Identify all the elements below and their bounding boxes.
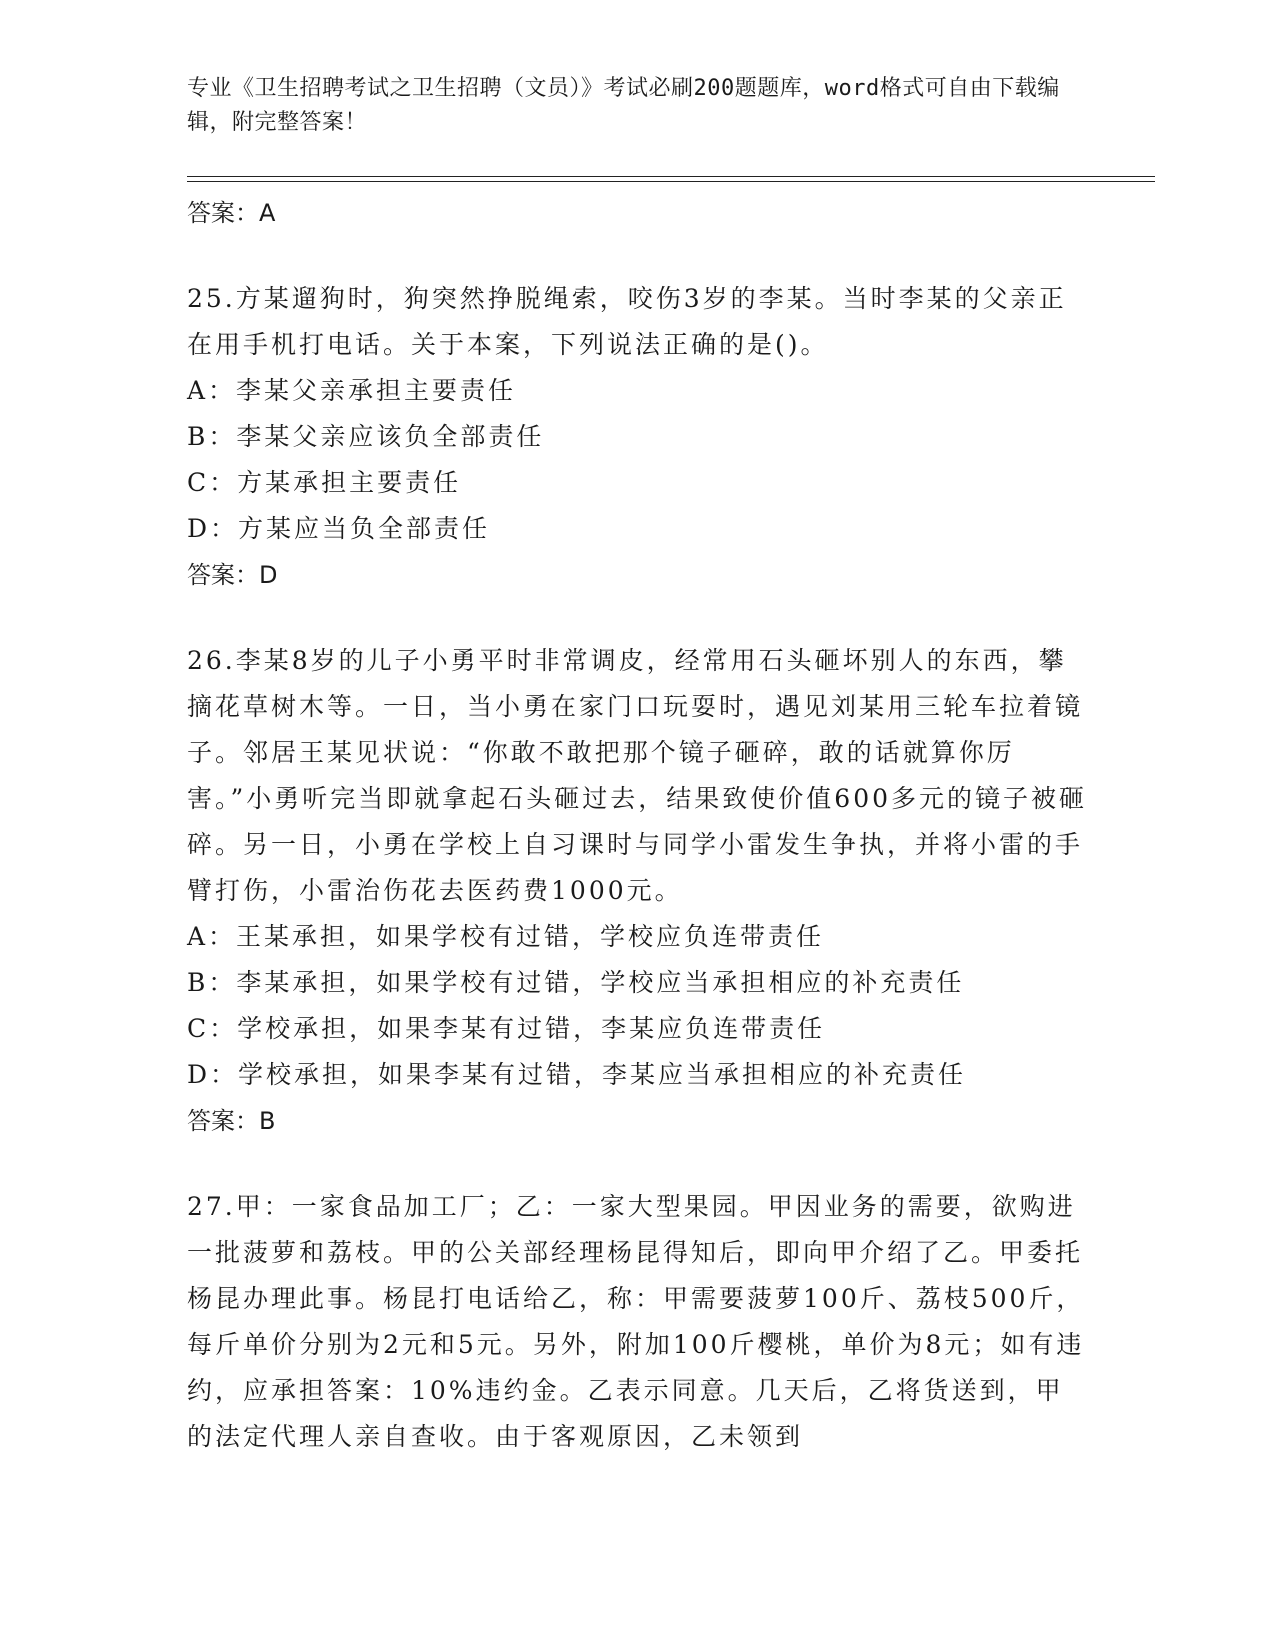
- answer-line: 答案：D: [187, 561, 278, 589]
- page-header: 专业《卫生招聘考试之卫生招聘（文员）》考试必刷200题题库，word格式可自由下载编辑，附完整答案！: [187, 76, 1060, 135]
- question-text-26: 26.李某8岁的儿子小勇平时非常调皮，经常用石头砸坏别人的东西，攀摘花草树木等。一日，当小勇在家门口玩耍时，遇见刘某用三轮车拉着镜子。邻居王某见状说：“你敢不敢把那个镜子砸碎，敢的话就算你厉害。”小勇听完当即就拿起石头砸过去，结果致使价值600多元的镜子被砸碎。另一日，小勇在学校上自习课时与同学小雷发生争执，并将小雷的手臂打伤，小雷治伤花去医药费1000元。: [187, 646, 1088, 905]
- option-d: D：方某应当负全部责任: [187, 514, 491, 543]
- question-text-27: 27.甲：一家食品加工厂；乙：一家大型果园。甲因业务的需要，欲购进一批菠萝和荔枝。甲的公关部经理杨昆得知后，即向甲介绍了乙。甲委托杨昆办理此事。杨昆打电话给乙，称：甲需要菠萝100斤、荔枝500斤，每斤单价分别为2元和5元。另外，附加100斤樱桃，单价为8元；如有违约，应承担答案：10%违约金。乙表示同意。几天后，乙将货送到，甲的法定代理人亲自查收。由于客观原因，乙未领到: [187, 1192, 1085, 1451]
- answer-line: 答案：A: [187, 199, 276, 227]
- option-d: D：学校承担，如果李某有过错，李某应当承担相应的补充责任: [187, 1060, 967, 1089]
- answer-line: 答案：B: [187, 1107, 276, 1135]
- header-divider-top: [187, 176, 1155, 177]
- header-divider-bottom: [187, 181, 1155, 182]
- question-text-25: 25.方某遛狗时，狗突然挣脱绳索，咬伤3岁的李某。当时李某的父亲正在用手机打电话。关于本案，下列说法正确的是()。: [187, 284, 1067, 359]
- option-a: A：李某父亲承担主要责任: [187, 376, 517, 405]
- option-b: B：李某承担，如果学校有过错，学校应当承担相应的补充责任: [187, 968, 965, 997]
- document-body: [187, 190, 1087, 1460]
- option-c: C：学校承担，如果李某有过错，李某应负连带责任: [187, 1014, 826, 1043]
- option-c: C：方某承担主要责任: [187, 468, 462, 497]
- option-a: A：王某承担，如果学校有过错，学校应负连带责任: [187, 922, 825, 951]
- option-b: B：李某父亲应该负全部责任: [187, 422, 545, 451]
